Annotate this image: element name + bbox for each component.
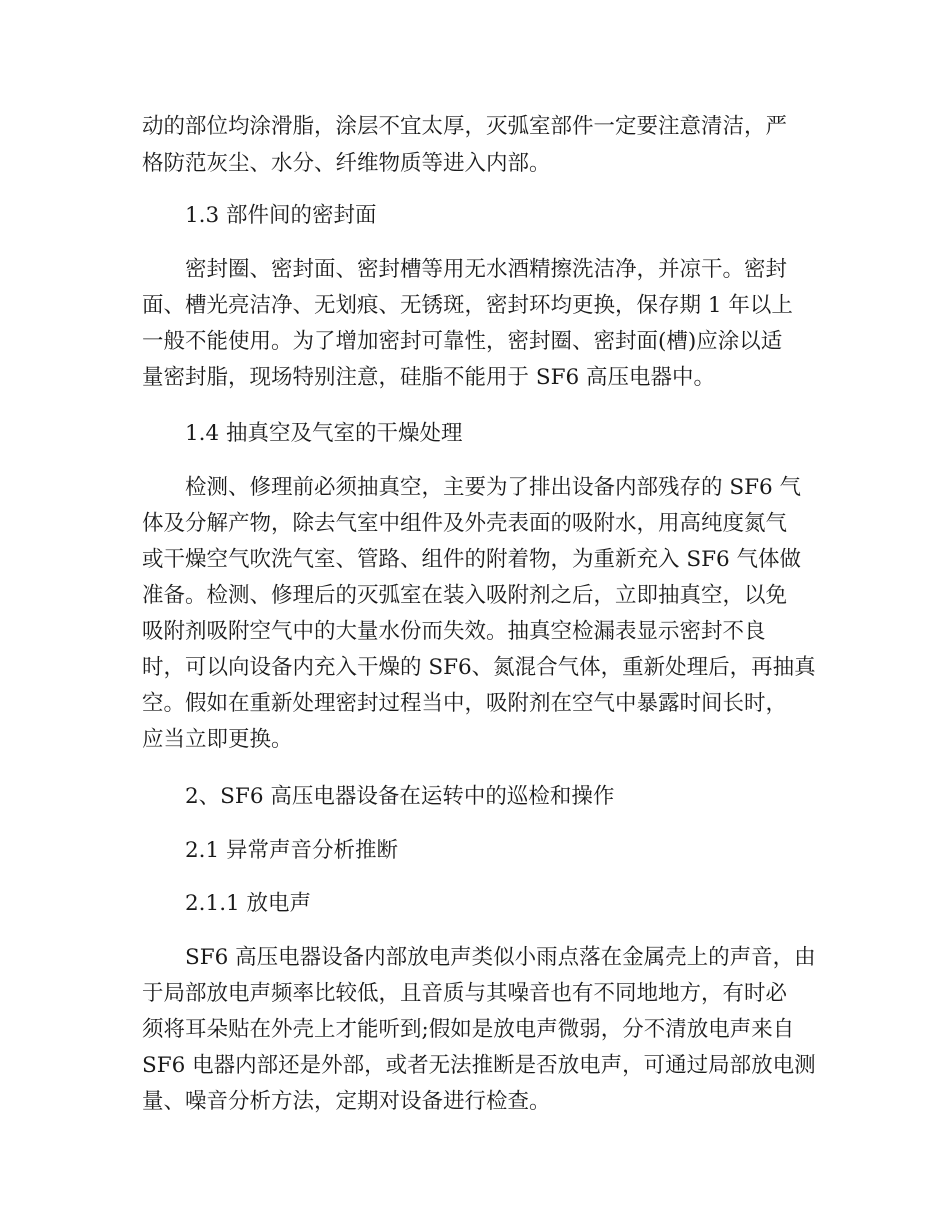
body-text-line: SF6 电器内部还是外部，或者无法推断是否放电声，可通过局部放电测 — [142, 1053, 816, 1078]
body-text-line: 体及分解产物，除去气室中组件及外壳表面的吸附水，用高纯度氮气 — [142, 511, 788, 536]
body-text-line: 动的部位均涂滑脂，涂层不宜太厚，灭弧室部件一定要注意清洁，严 — [142, 114, 788, 139]
section-heading: 1.4 抽真空及气室的干燥处理 — [185, 421, 463, 446]
body-text-line: 格防范灰尘、水分、纤维物质等进入内部。 — [142, 151, 551, 176]
body-text-line: 于局部放电声频率比较低，且音质与其噪音也有不同地地方，有时必 — [142, 981, 788, 1006]
section-heading: 2.1 异常声音分析推断 — [185, 838, 399, 863]
body-text-line: 吸附剂吸附空气中的大量水份而失效。抽真空检漏表显示密封不良 — [142, 619, 766, 644]
section-heading: 1.3 部件间的密封面 — [185, 203, 377, 228]
body-text-line: 应当立即更换。 — [142, 727, 293, 752]
body-text-line: SF6 高压电器设备内部放电声类似小雨点落在金属壳上的声音，由 — [185, 945, 816, 970]
body-text-line: 检测、修理前必须抽真空，主要为了排出设备内部残存的 SF6 气 — [185, 475, 801, 500]
body-text-line: 一般不能使用。为了增加密封可靠性，密封圈、密封面(槽)应涂以适 — [142, 329, 783, 354]
body-text-line: 时，可以向设备内充入干燥的 SF6、氮混合气体，重新处理后，再抽真 — [142, 655, 816, 680]
body-text-line: 空。假如在重新处理密封过程当中，吸附剂在空气中暴露时间长时， — [142, 691, 788, 716]
body-text-line: 量密封脂，现场特别注意，硅脂不能用于 SF6 高压电器中。 — [142, 365, 715, 390]
body-text-line: 面、槽光亮洁净、无划痕、无锈斑，密封环均更换，保存期 1 年以上 — [142, 293, 793, 318]
body-text-line: 或干燥空气吹洗气室、管路、组件的附着物，为重新充入 SF6 气体做 — [142, 547, 801, 572]
body-text-line: 准备。检测、修理后的灭弧室在装入吸附剂之后，立即抽真空，以免 — [142, 583, 788, 608]
body-text-line: 密封圈、密封面、密封槽等用无水酒精擦洗洁净，并凉干。密封 — [185, 257, 788, 282]
body-text-line: 量、噪音分析方法，定期对设备进行检查。 — [142, 1089, 551, 1114]
body-text-line: 须将耳朵贴在外壳上才能听到;假如是放电声微弱，分不清放电声来自 — [142, 1017, 795, 1042]
section-heading: 2.1.1 放电声 — [185, 891, 312, 916]
section-heading: 2、SF6 高压电器设备在运转中的巡检和操作 — [185, 784, 615, 809]
